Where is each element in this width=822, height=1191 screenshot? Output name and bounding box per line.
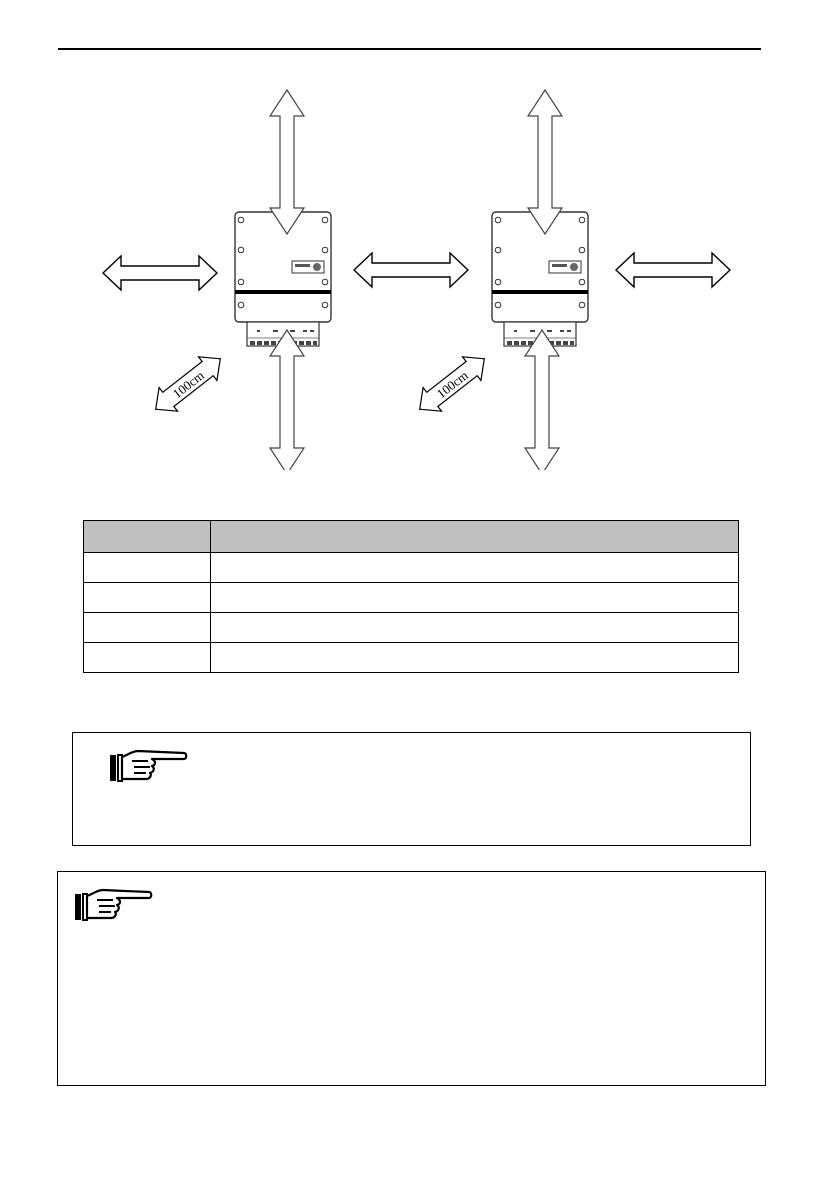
inverter-right-icon bbox=[492, 212, 588, 346]
front-clearance-arrow-left-icon bbox=[146, 347, 229, 421]
top-clearance-arrow-right-icon bbox=[528, 90, 562, 234]
table-header-cell bbox=[84, 521, 211, 553]
table-row bbox=[84, 643, 739, 673]
clearance-table bbox=[83, 520, 739, 673]
top-clearance-arrow-left-icon bbox=[270, 90, 304, 234]
note-box bbox=[57, 871, 766, 1086]
table-header-cell bbox=[211, 521, 739, 553]
table-cell bbox=[211, 613, 739, 643]
pointing-hand-icon bbox=[108, 747, 188, 792]
table-cell bbox=[211, 583, 739, 613]
bottom-clearance-arrow-left-icon bbox=[270, 330, 304, 470]
table-cell bbox=[84, 613, 211, 643]
left-side-clearance-arrow-icon bbox=[103, 256, 217, 290]
front-clearance-arrow-right-icon bbox=[410, 347, 493, 421]
table-row bbox=[84, 613, 739, 643]
table-cell bbox=[84, 553, 211, 583]
pointing-hand-icon bbox=[73, 886, 153, 931]
note-box bbox=[72, 732, 751, 846]
right-side-clearance-arrow-icon bbox=[616, 253, 730, 287]
table-header-row bbox=[84, 521, 739, 553]
clearance-label-right: 100cm bbox=[433, 367, 471, 402]
table-row bbox=[84, 583, 739, 613]
table-cell bbox=[84, 583, 211, 613]
clearance-label-left: 100cm bbox=[169, 367, 207, 402]
table-cell bbox=[211, 643, 739, 673]
bottom-clearance-arrow-right-icon bbox=[525, 330, 559, 470]
table-cell bbox=[84, 643, 211, 673]
table-row bbox=[84, 553, 739, 583]
inverter-left-icon bbox=[235, 212, 331, 346]
middle-clearance-arrow-icon bbox=[354, 253, 468, 287]
installation-clearance-diagram bbox=[0, 0, 822, 470]
table-cell bbox=[211, 553, 739, 583]
